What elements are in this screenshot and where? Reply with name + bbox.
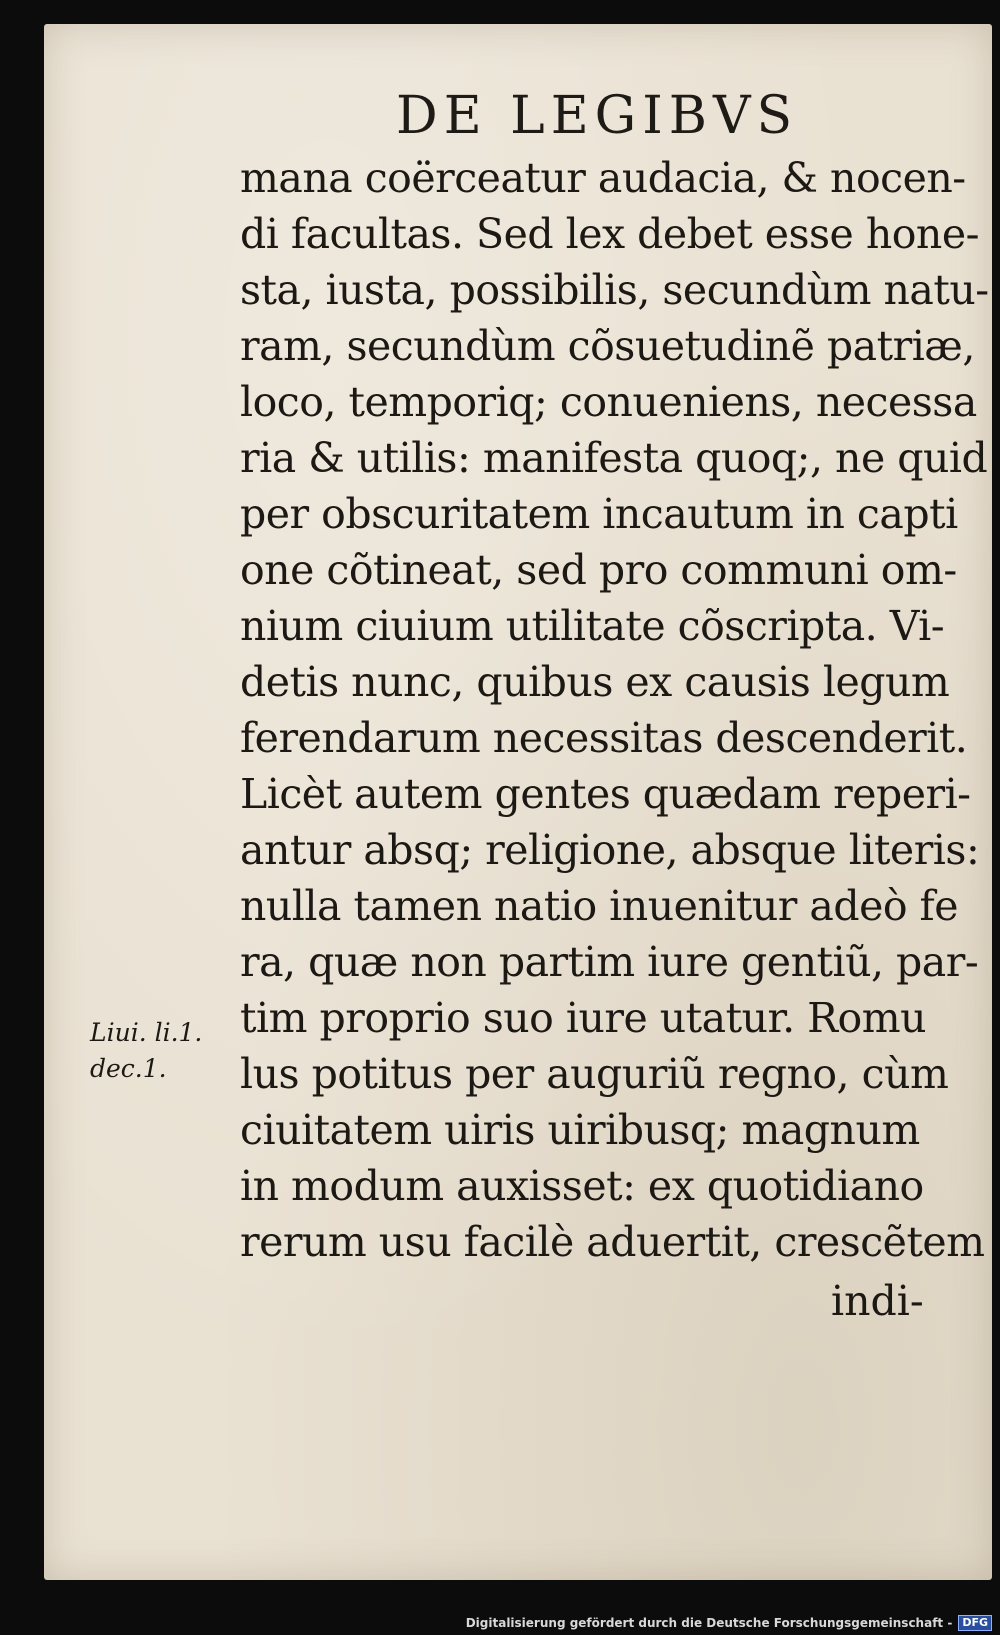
text-line: per obscuritatem incautum in capti bbox=[240, 490, 958, 538]
text-line: antur absq; religione, absque literis: bbox=[240, 826, 980, 874]
margin-note-line2: dec.1. bbox=[90, 1054, 167, 1083]
text-line: Licèt autem gentes quædam reperi- bbox=[240, 770, 971, 818]
text-line: nium ciuium utilitate cõscripta. Vi- bbox=[240, 602, 945, 650]
running-head: DE LEGIBVS bbox=[396, 86, 799, 146]
book-page bbox=[44, 24, 992, 1580]
text-line: tim proprio suo iure utatur. Romu bbox=[240, 994, 926, 1042]
text-line: ram, secundùm cõsuetudinẽ patriæ, bbox=[240, 322, 975, 370]
text-line: rerum usu facilè aduertit, crescẽtem bbox=[240, 1218, 985, 1266]
text-line: ciuitatem uiris uiribusq; magnum bbox=[240, 1106, 920, 1154]
dfg-logo: DFG bbox=[958, 1615, 992, 1631]
text-line: one cõtineat, sed pro communi om- bbox=[240, 546, 957, 594]
text-line: loco, temporiq; conueniens, necessa bbox=[240, 378, 977, 426]
catchword: indi- bbox=[831, 1277, 924, 1325]
text-line: in modum auxisset: ex quotidiano bbox=[240, 1162, 924, 1210]
text-line: sta, iusta, possibilis, secundùm natu- bbox=[240, 266, 989, 314]
margin-note-line1: Liui. li.1. bbox=[90, 1018, 203, 1047]
text-line: lus potitus per auguriũ regno, cùm bbox=[240, 1050, 949, 1098]
text-line: di facultas. Sed lex debet esse hone- bbox=[240, 210, 979, 258]
footer-credit: Digitalisierung gefördert durch die Deutsche Forschungsgemeinschaft - bbox=[465, 1616, 953, 1630]
text-line: ria & utilis: manifesta quoq;, ne quid bbox=[240, 434, 988, 482]
text-line: detis nunc, quibus ex causis legum bbox=[240, 658, 950, 706]
text-line: ferendarum necessitas descenderit. bbox=[240, 714, 968, 762]
text-line: mana coërceatur audacia, & nocen- bbox=[240, 154, 966, 202]
text-line: nulla tamen natio inuenitur adeò fe bbox=[240, 882, 958, 930]
footer bbox=[466, 1613, 992, 1633]
text-line: ra, quæ non partim iure gentiũ, par- bbox=[240, 938, 979, 986]
